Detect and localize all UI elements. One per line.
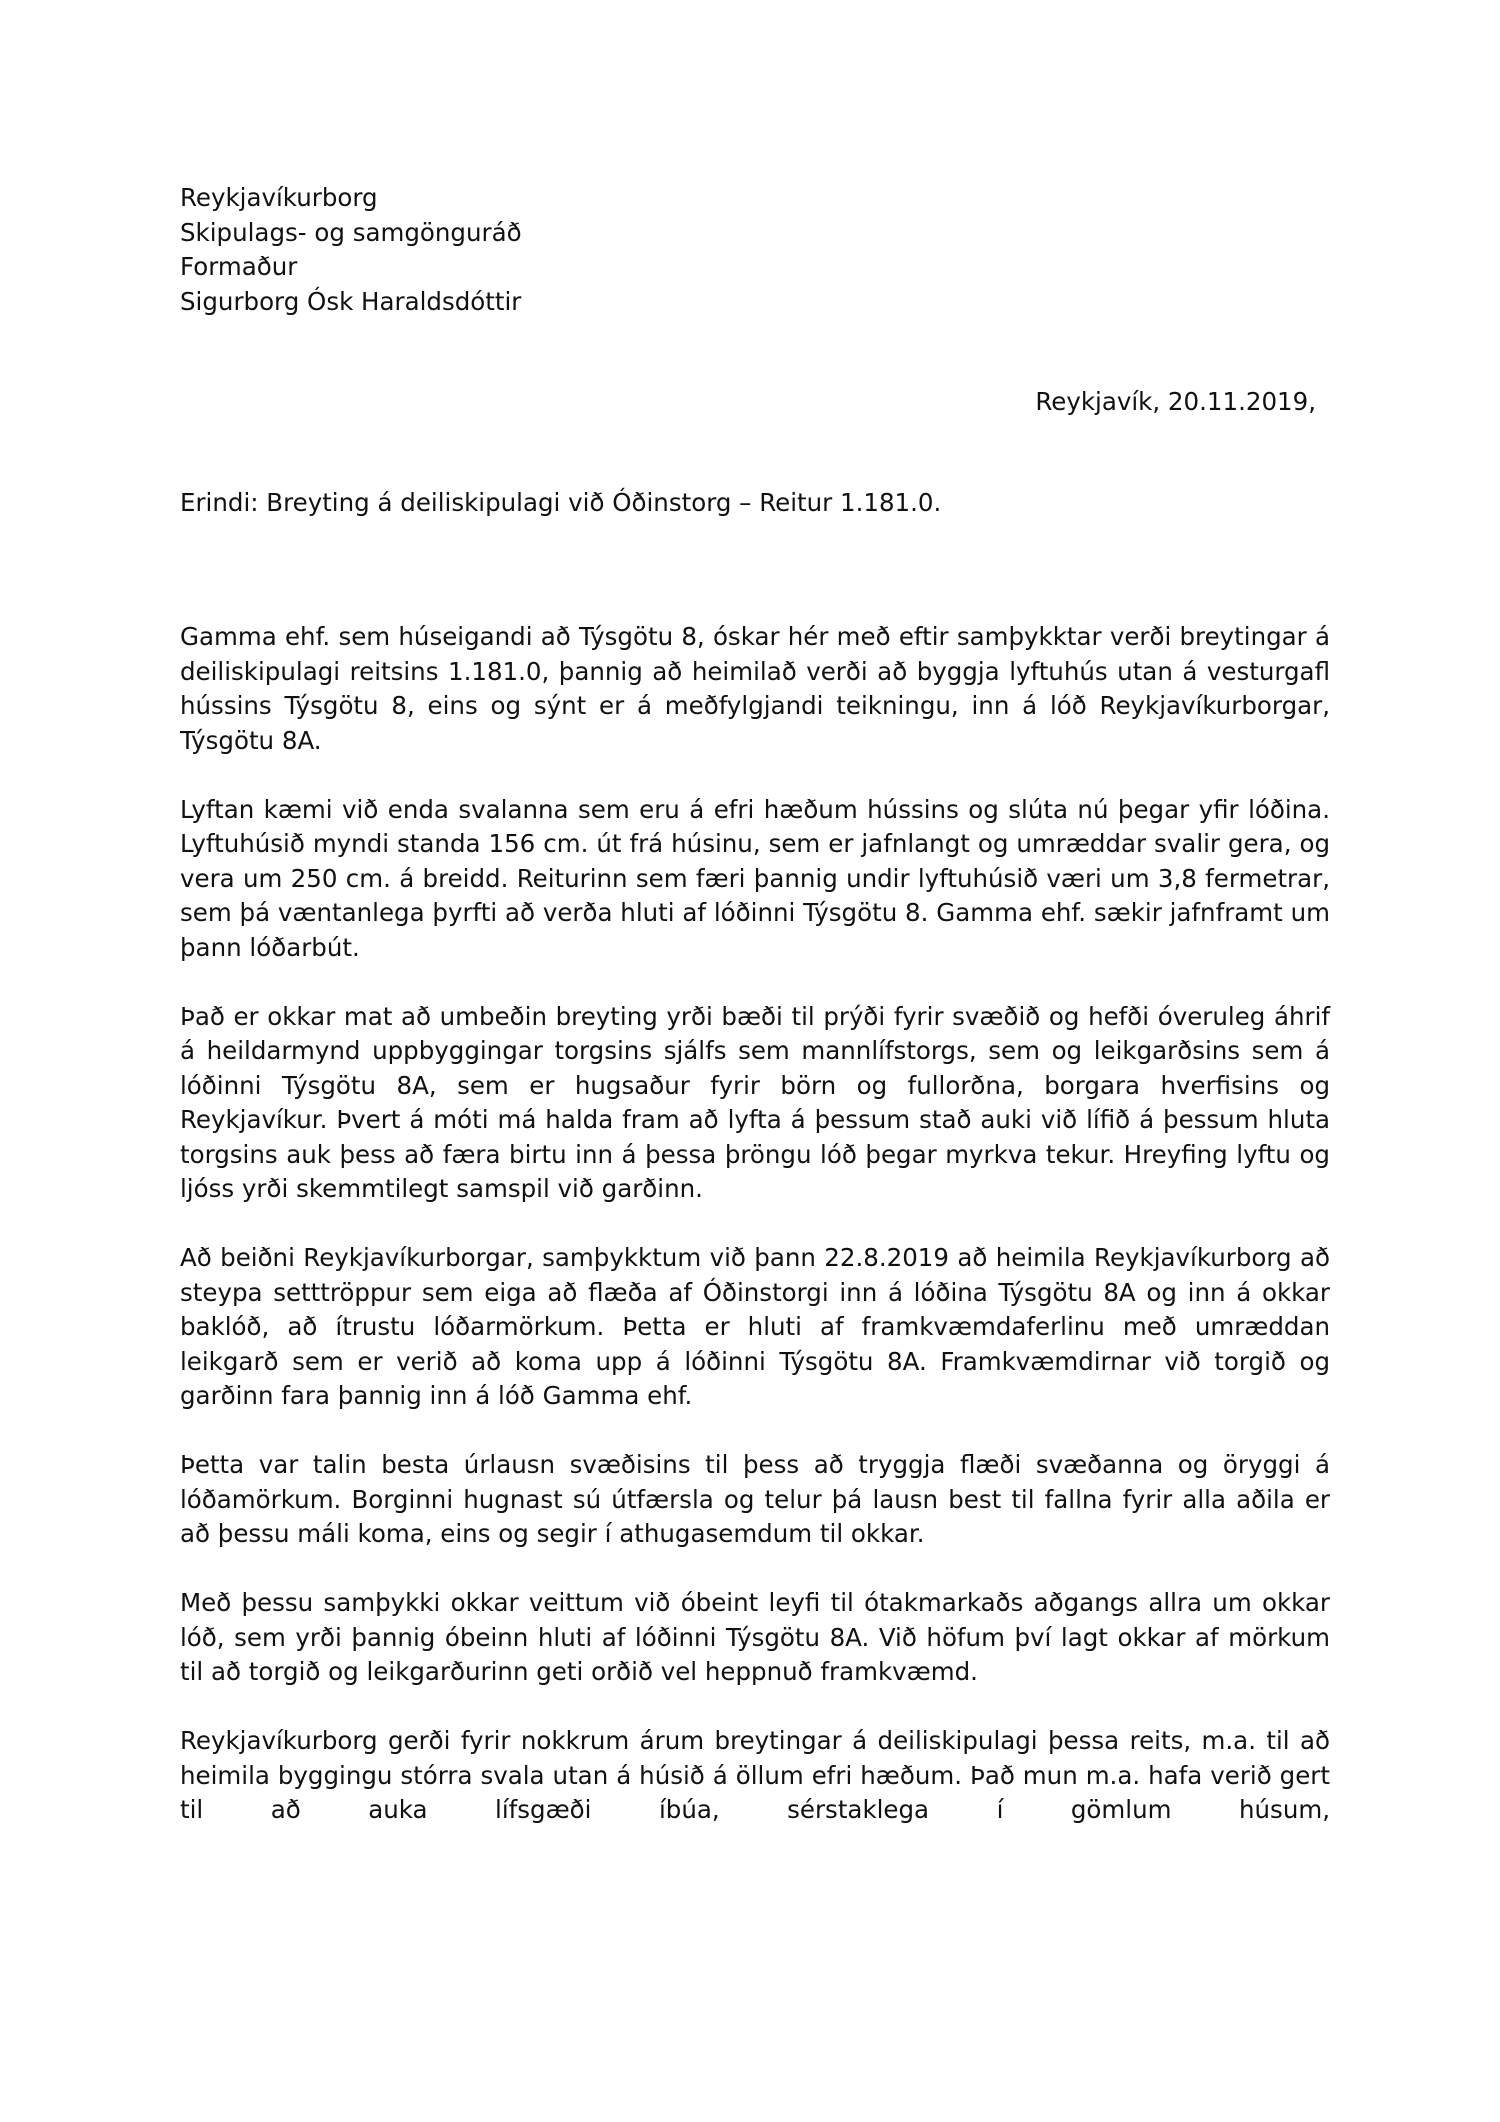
paragraph: Lyftan kæmi við enda svalanna sem eru á efri hæðum hússins og slúta nú þegar yfir lóðina. Lyftuhúsið myndi standa 156 cm. út frá húsinu, sem er jafnlangt og umræddar svalir gera, og vera um 250 cm. á breidd. Reiturinn sem færi þannig undir lyftuhúsið væri um 3,8 fermetrar, sem þá væntanlega þyrfti að verða hluti af lóðinni Týsgötu 8. Gamma ehf. sækir jafnframt um þann lóðarbút. — [180, 794, 1330, 962]
subject-line: Erindi: Breyting á deiliskipulagi við Óðinstorg – Reitur 1.181.0. — [180, 487, 942, 517]
paragraph: Gamma ehf. sem húseigandi að Týsgötu 8, óskar hér með eftir samþykktar verði breytingar á deiliskipulagi reitsins 1.181.0, þannig að heimilað verði að byggja lyftuhús utan á vesturgafl hússins Týsgötu 8, eins og sýnt er á meðfylgjandi teikningu, inn á lóð Reykjavíkurborgar, Týsgötu 8A. — [180, 622, 1330, 755]
letter-body — [180, 620, 1330, 1828]
recipient-line: Formaður — [180, 252, 298, 281]
paragraph: Með þessu samþykki okkar veittum við óbeint leyfi til ótakmarkaðs aðgangs allra um okkar lóð, sem yrði þannig óbeinn hluti af lóðinni Týsgötu 8A. Við höfum því lagt okkar af mörkum til að torgið og leikgarðurinn geti orðið vel heppnuð framkvæmd. — [180, 1588, 1330, 1686]
date-line: Reykjavík, 20.11.2019, — [1035, 387, 1316, 416]
paragraph: Reykjavíkurborg gerði fyrir nokkrum árum breytingar á deiliskipulagi þessa reits, m.a. til að heimila byggingu stórra svala utan á húsið á öllum efri hæðum. Það mun m.a. hafa verið gert til að auka lífsgæði íbúa, sérstaklega í gömlum húsum, — [180, 1726, 1330, 1824]
recipient-address — [180, 181, 1330, 319]
recipient-line: Sigurborg Ósk Haraldsdóttir — [180, 286, 522, 316]
letter-page — [180, 181, 1330, 1862]
paragraph: Þetta var talin besta úrlausn svæðisins til þess að tryggja flæði svæðanna og öryggi á lóðamörkum. Borginni hugnast sú útfærsla og telur þá lausn best til fallna fyrir alla aðila er að þessu máli koma, eins og segir í athugasemdum til okkar. — [180, 1450, 1330, 1548]
paragraph: Að beiðni Reykjavíkurborgar, samþykktum við þann 22.8.2019 að heimila Reykjavíkurborg að steypa setttröppur sem eiga að flæða af Óðinstorgi inn á lóðina Týsgötu 8A og inn á okkar baklóð, að ítrustu lóðarmörkum. Þetta er hluti af framkvæmdaferlinu með umræddan leikgarð sem er verið að koma upp á lóðinni Týsgötu 8A. Framkvæmdirnar við torgið og garðinn fara þannig inn á lóð Gamma ehf. — [180, 1243, 1330, 1410]
recipient-line: Skipulags- og samgönguráð — [180, 217, 522, 247]
paragraph: Það er okkar mat að umbeðin breyting yrði bæði til prýði fyrir svæðið og hefði óveruleg áhrif á heildarmynd uppbyggingar torgsins sjálfs sem mannlífstorgs, sem og leikgarðsins sem á lóðinni Týsgötu 8A, sem er hugsaður fyrir börn og fullorðna, borgara hverfisins og Reykjavíkur. Þvert á móti má halda fram að lyfta á þessum stað auki við lífið á þessum hluta torgsins auk þess að færa birtu inn á þessa þröngu lóð þegar myrkva tekur. Hreyfing lyftu og ljóss yrði skemmtilegt samspil við garðinn. — [180, 1001, 1330, 1203]
recipient-line: Reykjavíkurborg — [180, 183, 378, 212]
